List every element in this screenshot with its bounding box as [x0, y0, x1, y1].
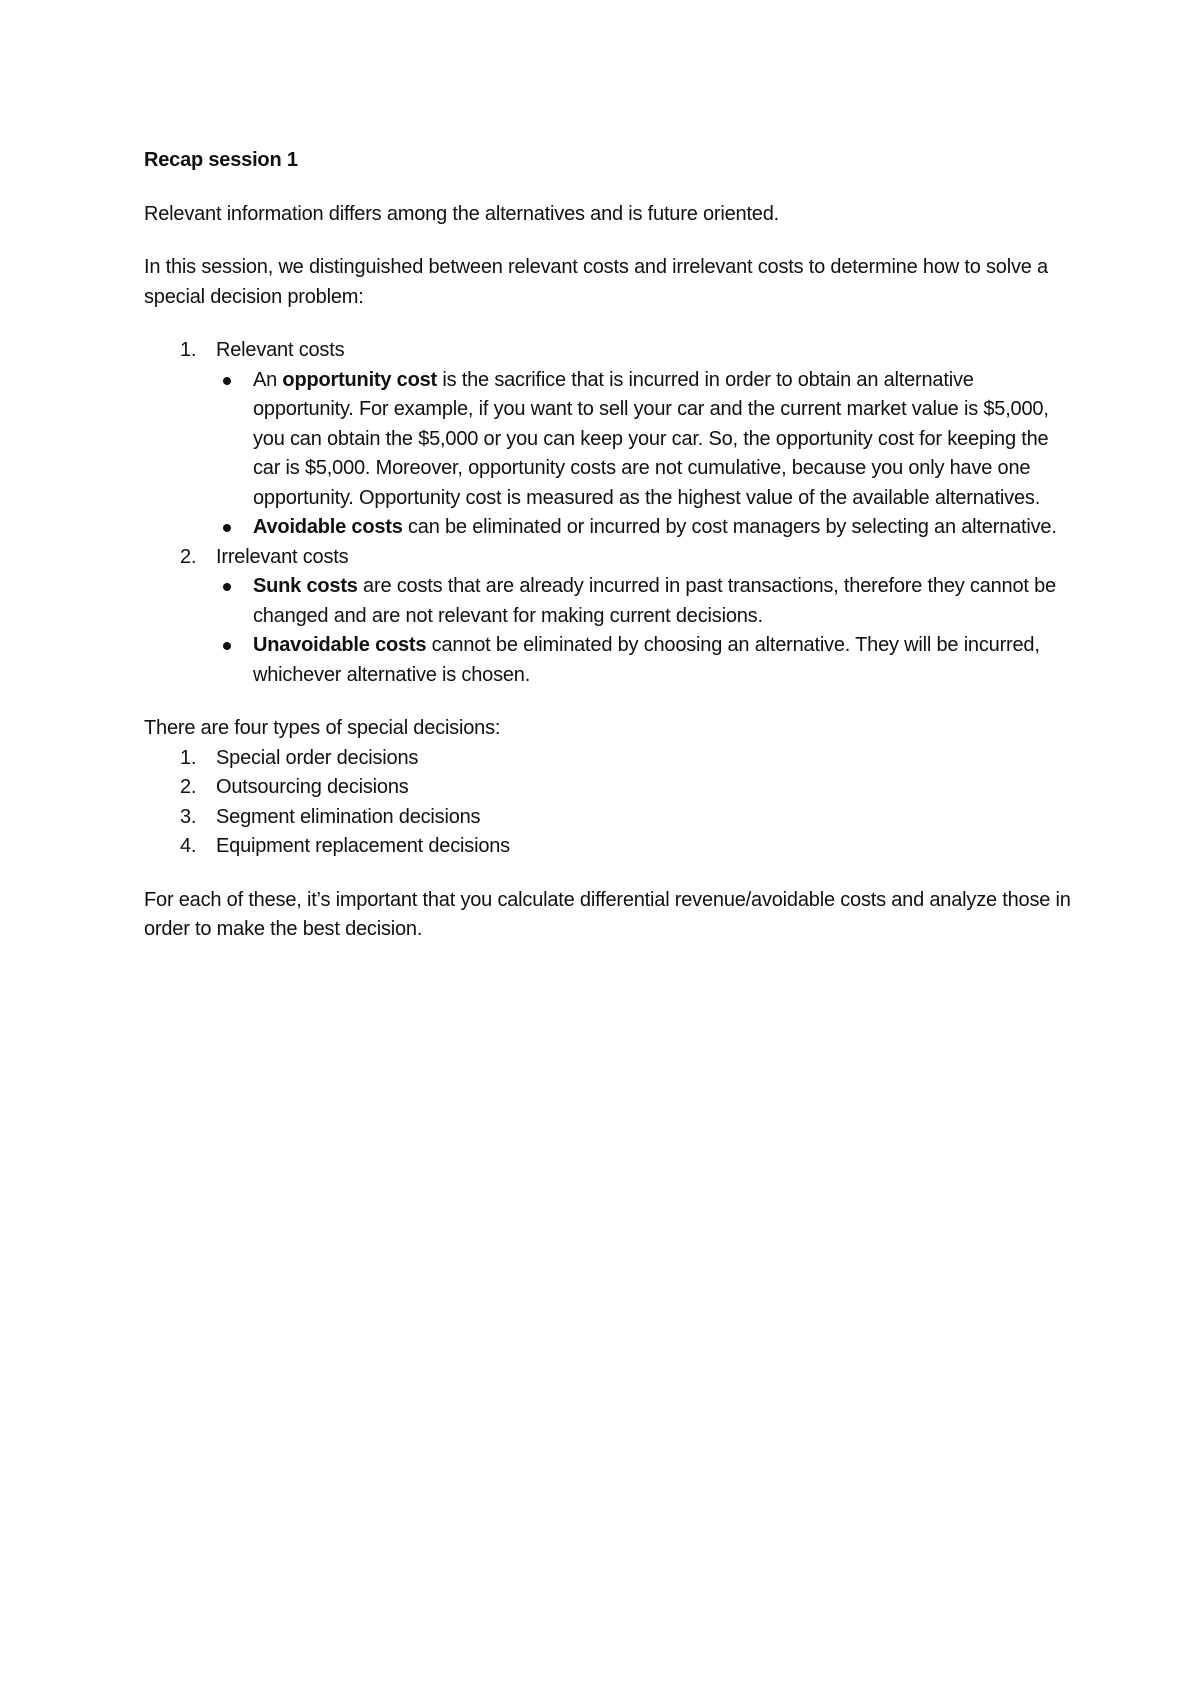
cost-list [144, 336, 1074, 690]
list-item [144, 744, 1074, 774]
bullet-icon [223, 583, 231, 591]
list-number: 4. [180, 835, 197, 857]
types-intro: There are four types of special decisions: [144, 717, 501, 739]
bullet-sunk-costs [144, 572, 1074, 631]
document-title: Recap session 1 [144, 149, 298, 171]
bullet-avoidable-costs [144, 513, 1074, 543]
bullet-opportunity-cost [144, 366, 1074, 514]
bullet-text: are costs that are already incurred in past transactions, therefore they cannot be changed and are not relevant for making current decisions. [253, 575, 1056, 627]
list-item [144, 832, 1074, 862]
bullet-text: is the sacrifice that is incurred in order to obtain an alternative opportunity. For example, if you want to sell your car and the current market value is $5,000, you can obtain the $5,000 or you can keep your car. So, the opportunity cost for keeping the car is $5,000. Moreover, opportunity costs are not cumulative, because you only have one opportunity. Opportunity cost is measured as the highest value of the available alternatives. [253, 368, 1049, 509]
list-item-label: Relevant costs [216, 339, 345, 361]
cost-list-item [144, 336, 1074, 366]
term-opportunity-cost: opportunity cost [282, 368, 437, 391]
bullet-text: can be eliminated or incurred by cost managers by selecting an alternative. [402, 516, 1057, 538]
bullet-text-pre: An [253, 368, 283, 391]
intro-paragraph-1: Relevant information differs among the alternatives and is future oriented. [144, 202, 780, 225]
bullet-icon [223, 524, 231, 532]
list-number: 3. [180, 805, 197, 828]
list-number: 1. [180, 746, 197, 769]
bullet-icon [223, 377, 231, 385]
bullet-icon [223, 642, 231, 650]
list-item [144, 773, 1074, 803]
list-item-label: Equipment replacement decisions [216, 835, 510, 857]
document-page [144, 146, 1074, 969]
term-avoidable-costs: Avoidable costs [253, 516, 403, 538]
cost-list-item [144, 543, 1074, 573]
bullet-unavoidable-costs [144, 631, 1074, 690]
list-number: 2. [180, 776, 197, 798]
list-item-label: Irrelevant costs [216, 545, 349, 568]
bullet-text: cannot be eliminated by choosing an alternative. They will be incurred, whichever alternative is chosen. [253, 634, 1040, 686]
list-item-label: Outsourcing decisions [216, 776, 409, 798]
list-item [144, 803, 1074, 833]
term-unavoidable-costs: Unavoidable costs [253, 634, 427, 656]
list-item-label: Segment elimination decisions [216, 805, 481, 828]
decision-types-list [144, 744, 1074, 862]
closing-paragraph: For each of these, it’s important that you calculate differential revenue/avoidable costs and analyze those in order to make the best decision. [144, 888, 1071, 940]
list-item-label: Special order decisions [216, 746, 419, 769]
term-sunk-costs: Sunk costs [253, 575, 358, 597]
list-number: 2. [180, 545, 197, 568]
relevant-costs-bullets [144, 366, 1074, 543]
list-number: 1. [180, 339, 197, 361]
intro-paragraph-2: In this session, we distinguished between relevant costs and irrelevant costs to determine how to solve a special decision problem: [144, 256, 1048, 308]
irrelevant-costs-bullets [144, 572, 1074, 690]
